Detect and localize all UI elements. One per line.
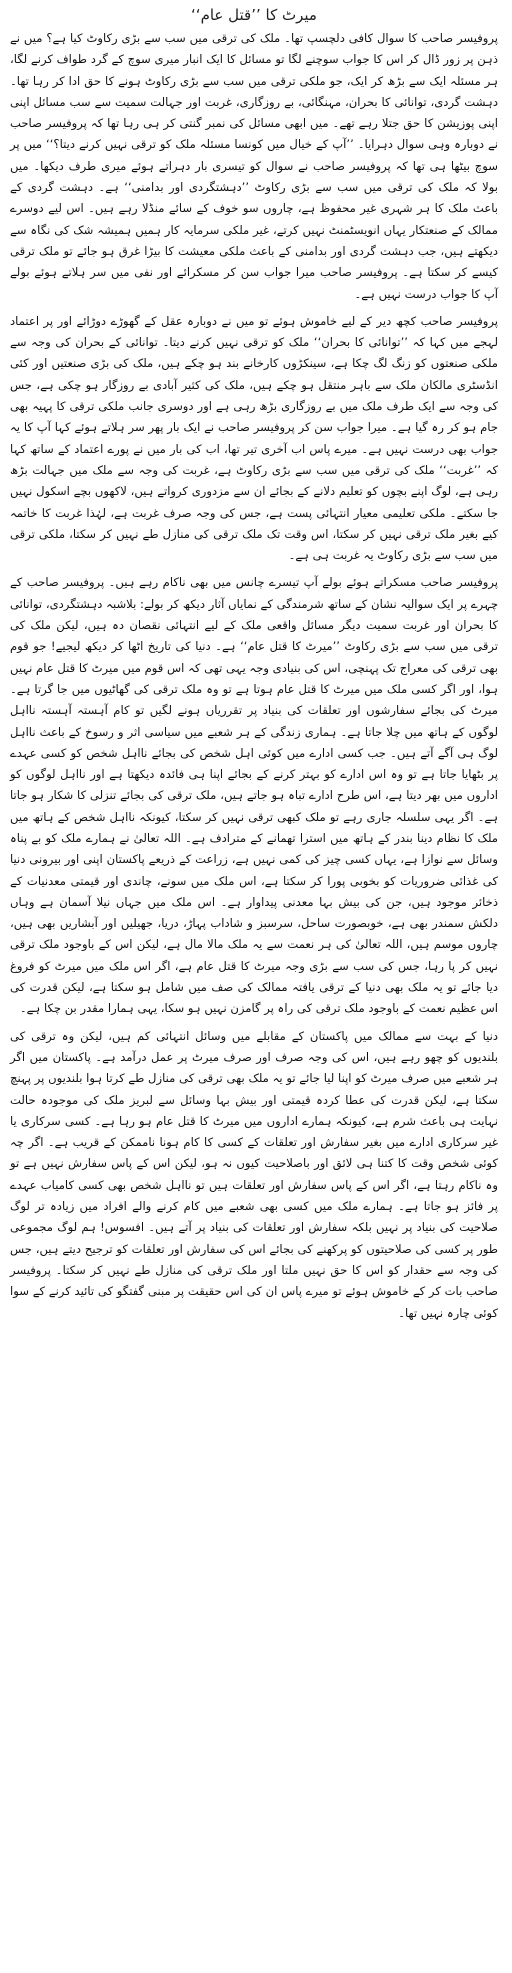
paragraph-3: پروفیسر صاحب مسکراتے ہوئے بولے آپ تیسرے چانس میں بھی ناکام رہے ہیں۔ پروفیسر صاحب کے چہرے پر ایک سوالیہ نشان کے ساتھ شرمندگی کے نمایاں آثار دیکھ کر بولے: بلاشبہ دہشتگردی، توانائی کا بحران اور غربت سمیت دیگر مسائل واقعی ملک کے لیے انتہائی نقصان دہ ہیں، لیکن ملک کی ترقی میں سب سے بڑی رکاوٹ ’’میرٹ کا قتل عام‘‘ ہے۔ دنیا کی تاریخ اٹھا کر دیکھ لیجیے! جو قوم بھی ترقی کی معراج تک پہنچی، اس کی بنیادی وجہ یہی تھی کہ اس قوم میں میرٹ کا قتل عام نہیں ہوا، اور اگر کسی ملک میں میرٹ کا قتل عام ہوتا ہے تو وہ ملک ترقی کی گھاٹیوں میں جا گرتا ہے۔ میرٹ کی بجائے سفارشوں اور تعلقات کی بنیاد پر تقرریاں ہونے لگیں تو کام آہستہ آہستہ نااہل لوگوں کے ہاتھ میں چلا جاتا ہے۔ ہماری زندگی کے ہر شعبے میں سیاسی اثر و رسوخ کے باعث نااہل لوگ ہی آگے آتے ہیں۔ جب کسی ادارے میں کوئی اہل شخص کی بجائے نااہل شخص کو کسی عہدے پر بٹھایا جاتا ہے تو وہ اس ادارے کو بہتر کرنے کے بجائے اپنا ہی فائدہ دیکھتا ہے اور نااہل لوگوں کو اداروں میں بھر دیتا ہے، اس طرح ادارے تباہ ہو جاتے ہیں، ملک ترقی کی بجائے تنزلی کا شکار ہو جاتا ہے۔ اگر یہی سلسلہ جاری رہے تو ملک کبھی ترقی نہیں کر سکتا، کیونکہ نااہل شخص کے ہاتھ میں ملک کا نظام دینا بندر کے ہاتھ میں استرا تھمانے کے مترادف ہے۔ اللہ تعالیٰ نے ہمارے ملک کو بے پناہ وسائل سے نوازا ہے، یہاں کسی چیز کی کمی نہیں ہے، زراعت کے ذریعے پاکستان اپنی اور بیرونی دنیا کی غذائی ضروریات کو بخوبی پورا کر سکتا ہے، اس ملک میں سونے، چاندی اور قیمتی معدنیات کے ذخائر موجود ہیں، جن کی بیش بہا معدنی پیداوار ہے۔ اس ملک میں جہاں نیلا آسمان ہے وہاں دلکش سمندر بھی ہے، خوبصورت ساحل، سرسبز و شاداب پہاڑ، دریا، جھیلیں اور آبشاریں بھی ہیں، چاروں موسم ہیں، اللہ تعالیٰ کی ہر نعمت سے یہ ملک مالا مال ہے، لیکن اس کے باوجود ملک ترقی نہیں کر پا رہا، جس کی سب سے بڑی وجہ میرٹ کا قتل عام ہے، اگر اس ملک میں میرٹ کو فروغ دیا جائے تو یہ ملک بھی دنیا کے ترقی یافتہ ممالک کی صف میں شامل ہو سکتا ہے، لیکن قدرت کی اس عظیم نعمت کے باوجود ملک ترقی کی راہ پر گامزن نہیں ہو سکا، یہی ہمارا مقدر بن چکا ہے۔ (10, 575, 498, 1016)
paragraph-2: پروفیسر صاحب کچھ دیر کے لیے خاموش ہوئے تو میں نے دوبارہ عقل کے گھوڑے دوڑائے اور پر اعتماد لہجے میں کہا کہ ’’توانائی کا بحران‘‘ ملک کو ترقی نہیں کرنے دیتا۔ توانائی کے بحران کی وجہ سے ملکی صنعتوں کو زنگ لگ چکا ہے، سینکڑوں کارخانے بند ہو چکے ہیں، ملک کی بڑی صنعتیں اور کئی انڈسٹری مالکان ملک سے باہر منتقل ہو چکے ہیں، ملک کی کثیر آبادی بے روزگار ہو چکی ہے، جس کی وجہ سے ایک طرف ملک میں بے روزگاری بڑھ رہی ہے اور دوسری جانب ملکی ترقی کا پہیہ بھی جام ہو کر رہ گیا ہے۔ میرا جواب سن کر پروفیسر صاحب نے ایک بار پھر سر ہلاتے ہوئے کہا آپ کا یہ جواب بھی درست نہیں ہے۔ میرے پاس اب آخری تیر تھا، اب کی بار میں نے پورے اعتماد کے ساتھ کہا کہ ’’غربت‘‘ ملک کی ترقی میں سب سے بڑی رکاوٹ ہے، غربت کی وجہ سے ملک میں جہالت بڑھ رہی ہے، لوگ اپنے بچوں کو تعلیم دلانے کے بجائے ان سے مزدوری کرواتے ہیں، لاکھوں بچے اسکول نہیں جا سکتے۔ ملکی تعلیمی معیار انتہائی پست ہے، جس کی وجہ صرف غربت ہے، لہٰذا غربت کا خاتمہ کیے بغیر ملک ترقی نہیں کر سکتا، اس وقت تک ملک ترقی کی منازل طے نہیں کر سکتا، ملکی ترقی میں سب سے بڑی رکاوٹ یہ غربت ہی ہے۔ (10, 313, 498, 563)
article-title: میرٹ کا ’’قتل عام‘‘ (191, 6, 317, 24)
paragraph-4: دنیا کے بہت سے ممالک میں پاکستان کے مقابلے میں وسائل انتہائی کم ہیں، لیکن وہ ترقی کی بلندیوں کو چھو رہے ہیں، اس کی وجہ صرف اور صرف میرٹ پر عمل درآمد ہے۔ پاکستان میں اگر ہر شعبے میں صرف میرٹ کو اپنا لیا جائے تو یہ ملک بھی ترقی کی منازل طے کرتا ہوا بلندیوں پر پہنچ سکتا ہے، لیکن قدرت کی عطا کردہ قیمتی اور بیش بہا وسائل سے لبریز ملک کی موجودہ حالت نہایت ہی باعث شرم ہے، کیونکہ ہمارے اداروں میں میرٹ کا قتل عام ہو رہا ہے۔ کسی سرکاری یا غیر سرکاری ادارے میں بغیر سفارش اور تعلقات کے کسی کا کام ہونا ناممکن کے قریب ہے۔ اگر چہ کوئی شخص وقت کا کتنا ہی لائق اور باصلاحیت کیوں نہ ہو، لیکن اس کے پاس سفارش نہیں ہے تو وہ ناکام رہتا ہے، اگر اس کے پاس سفارش اور تعلقات ہیں تو نااہل شخص بھی کسی کامیاب عہدے پر فائز ہو جاتا ہے۔ ہمارے ملک میں کسی بھی شعبے میں کام کرنے والے افراد میں زیادہ تر لوگ صلاحیت کی بنیاد پر نہیں بلکہ سفارش اور تعلقات کی بنیاد پر آتے ہیں۔ افسوس! ہم لوگ مجموعی طور پر کسی کی صلاحیتوں کو پرکھنے کی بجائے اس کی سفارش اور تعلقات کو ترجیح دیتے ہیں، جس کی وجہ سے حقدار کو اس کا حق نہیں ملتا اور ملک ترقی کی منازل طے نہیں کر سکتا۔ پروفیسر صاحب بات کر کے خاموش ہوئے تو میرے پاس ان کی اس حقیقت پر مبنی گفتگو کی تائید کرنے کے سوا کوئی چارہ نہیں تھا۔ (10, 1028, 498, 1320)
paragraph-1: پروفیسر صاحب کا سوال کافی دلچسپ تھا۔ ملک کی ترقی میں سب سے بڑی رکاوٹ کیا ہے؟ میں نے ذہن پر زور ڈال کر اس کا جواب سوچنے لگا تو مسائل کا ایک انبار میری سوچ کے گرد طواف کرنے لگا، ہر مسئلہ ایک سے بڑھ کر ایک، جو ملکی ترقی میں سب سے بڑی رکاوٹ ہونے کا حق ادا کر رہا تھا۔ دہشت گردی، توانائی کا بحران، مہنگائی، بے روزگاری، غربت اور جہالت سمیت سے سب مسائل اپنی اپنی پوزیشن کا حق جتلا رہے تھے۔ میں ابھی مسائل کی نمبر گنتی کر ہی رہا تھا کہ پروفیسر صاحب نے دوبارہ وہی سوال دہرایا۔ ’’آپ کے خیال میں کونسا مسئلہ ملک کو ترقی نہیں کرنے دیتا؟‘‘ میں پر سوچ بیٹھا ہی تھا کہ پروفیسر صاحب نے سوال کو تیسری بار دہراتے ہوئے میری طرف دیکھا۔ میں بولا کہ ملک کی ترقی میں سب سے بڑی رکاوٹ ’’دہشتگردی اور بدامنی‘‘ ہے۔ دہشت گردی کے باعث ملک کا ہر شہری غیر محفوظ ہے، چاروں سو خوف کے سائے منڈلا رہے ہیں۔ اس لیے دوسرے ممالک کے صنعتکار یہاں انویسٹمنٹ نہیں کرتے، غیر ملکی سرمایہ کار ہمیں ہمیشہ شک کی نگاہ سے دیکھتے ہیں، جب دہشت گردی اور بدامنی کے باعث ملکی معیشت کا بیڑا غرق ہو جائے تو ملک ترقی کیسے کر سکتا ہے۔ پروفیسر صاحب میرا جواب سن کر مسکرائے اور نفی میں سر ہلاتے ہوئے بولے آپ کا جواب درست نہیں ہے۔ (10, 31, 498, 301)
